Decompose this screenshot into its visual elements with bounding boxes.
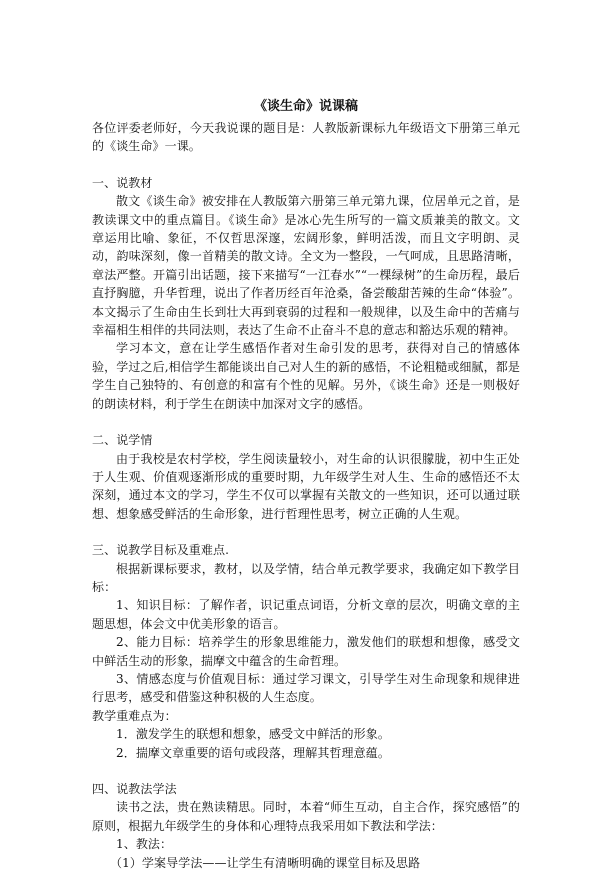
intro-paragraph: 各位评委老师好，今天我说课的题目是：人教版新课标九年级语文下册第三单元的《谈生命》一课。 bbox=[92, 121, 520, 154]
section-4-heading: 四、说教法学法 bbox=[92, 782, 177, 796]
document-page bbox=[92, 98, 520, 872]
section-1-heading: 一、说教材 bbox=[92, 175, 153, 190]
section-3-paragraph-1: 根据新课标要求，教材，以及学情，结合单元教学要求，我确定如下教学目标： bbox=[92, 561, 520, 594]
section-4-paragraph-1: 读书之法，贵在熟读精思。同时，本着“师生互动，自主合作，探究感悟”的原则，根据九年级学生的身体和心理特点我采用如下教法和学法： bbox=[92, 800, 520, 833]
method-1-label: 1、教法： bbox=[116, 837, 173, 852]
spacer bbox=[92, 762, 520, 780]
key-point-1: 1．激发学生的联想和想象，感受文中鲜活的形象。 bbox=[116, 727, 390, 742]
spacer bbox=[92, 413, 520, 431]
section-2-paragraph-1: 由于我校是农村学校，学生阅读量较小，对生命的认识很朦胧，初中生正处于人生观、价值观逐渐形成的重要时期，九年级学生对人生、生命的感悟还不太深刻，通过本文的学习，学生不仅可以掌握有关散文的一些知识，还可以通过联想、想象感受鲜活的生命形象，进行哲理性思考，树立正确的人生观。 bbox=[92, 451, 520, 521]
section-3-heading: 三、说教学目标及重难点. bbox=[92, 543, 230, 558]
spacer bbox=[92, 156, 520, 174]
goal-emotion: 3、情感态度与价值观目标：通过学习课文，引导学生对生命现象和规律进行思考，感受和借鉴这种积极的人生态度。 bbox=[92, 671, 520, 705]
section-2-heading: 二、说学情 bbox=[92, 433, 153, 448]
document-title: 《谈生命》说课稿 bbox=[253, 99, 358, 114]
spacer bbox=[92, 523, 520, 541]
goal-ability: 2、能力目标：培养学生的形象思维能力，激发他们的联想和想像，感受文中鲜活生动的形象，揣摩文中蕴含的生命哲理。 bbox=[92, 635, 520, 668]
section-1-paragraph-2: 学习本文，意在让学生感悟作者对生命引发的思考，获得对自己的情感体验，学过之后,相信学生都能谈出自己对人生的新的感悟，不论粗糙或细腻，都是学生自己独特的、有创意的和富有个性的见解。另外，《谈生命》还是一则极好的朗读材料，利于学生在朗读中加深对文字的感悟。 bbox=[92, 341, 520, 411]
method-1a: （1）学案导学法——让学生有清晰明确的课堂目标及思路 bbox=[110, 855, 421, 870]
goal-knowledge: 1、知识目标：了解作者，识记重点词语，分析文章的层次，明确文章的主题思想，体会文中优美形象的语言。 bbox=[92, 598, 520, 631]
key-point-2: 2．揣摩文章重要的语句或段落，理解其哲理意蕴。 bbox=[116, 745, 390, 760]
key-points-label: 教学重难点为： bbox=[92, 708, 177, 723]
section-1-paragraph-1: 散文《谈生命》被安排在人教版第六册第三单元第九课，位居单元之首，是教读课文中的重点篇目。《谈生命》是冰心先生所写的一篇文质兼美的散文。文章运用比喻、象征，不仅哲思深邃，宏阔形象，鲜明活泼，而且文字明朗、灵动，韵味深刻，像一首精美的散文诗。全文为一整段，一气呵成，且思路清晰，章法严整。开篇引出话题，接下来描写“一江春水”“一棵绿树”的生命历程，最后直抒胸臆，升华哲理，说出了作者历经百年沧桑，备尝酸甜苦辣的生命“体验”。本文揭示了生命由生长到壮大再到衰弱的过程和一般规律，以及生命中的苦痛与幸福相生相伴的共同法则，表达了生命不止奋斗不息的意志和豁达乐观的精神。 bbox=[92, 194, 520, 338]
